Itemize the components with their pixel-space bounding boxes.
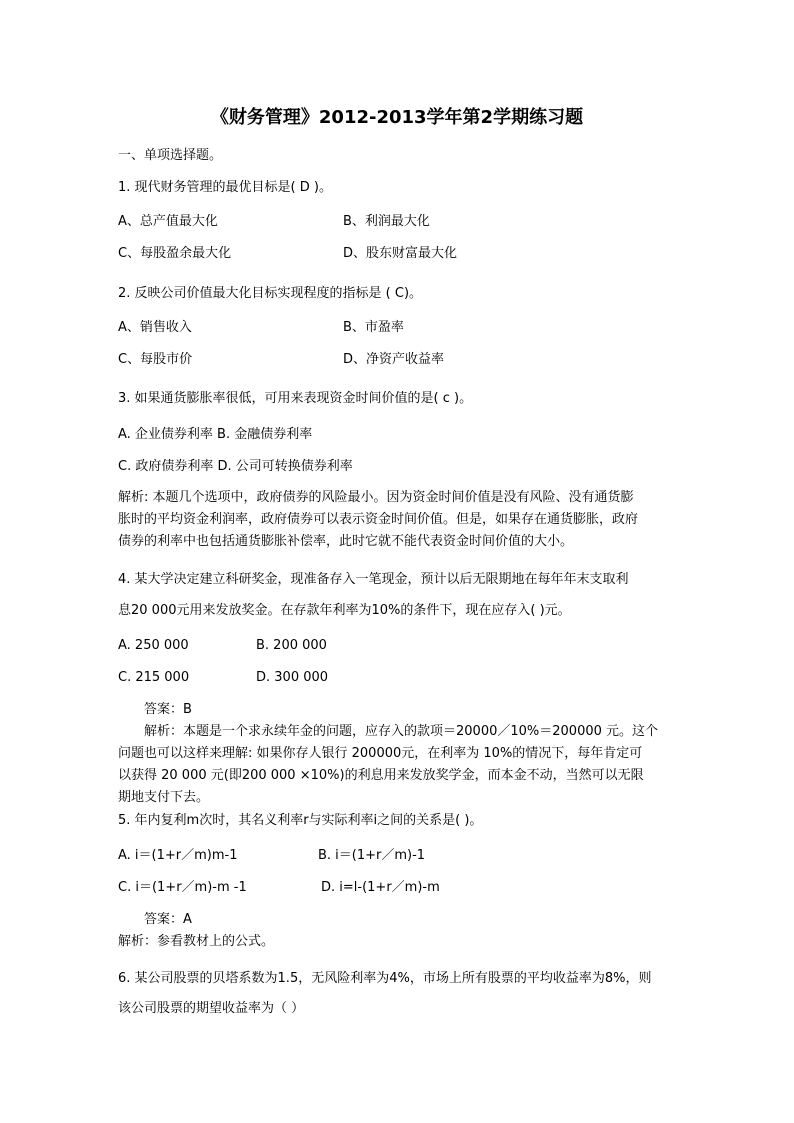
question-4-option-d: D. 300 000 bbox=[256, 670, 329, 685]
question-1-stem: 1. 现代财务管理的最优目标是( D )。 bbox=[118, 180, 332, 195]
question-3-options-cd: C. 政府债券利率 D. 公司可转换债券利率 bbox=[118, 459, 353, 474]
question-5-answer: 答案：A bbox=[144, 912, 192, 927]
question-4-stem: 4. 某大学决定建立科研奖金，现准备存入一笔现金，预计以后无限期地在每年年末支取利 bbox=[118, 572, 629, 587]
question-5-option-a: A. i＝(1+r／m)m-1 bbox=[118, 848, 238, 863]
question-1-option-b: B、利润最大化 bbox=[343, 214, 430, 229]
question-6-stem: 6. 某公司股票的贝塔系数为1.5，无风险利率为4%，市场上所有股票的平均收益率为8%，则 bbox=[118, 971, 652, 986]
question-4-explanation-line: 解析：本题是一个求永续年金的问题，应存入的款项＝20000／10%＝200000 元。这个 bbox=[144, 724, 659, 739]
question-4-option-b: B. 200 000 bbox=[256, 638, 327, 653]
section-heading: 一、单项选择题。 bbox=[118, 148, 223, 163]
question-5-option-c: C. i＝(1+r／m)-m -1 bbox=[118, 880, 247, 895]
question-2-stem: 2. 反映公司价值最大化目标实现程度的指标是 ( C)。 bbox=[118, 286, 423, 301]
question-3-explanation-line: 胀时的平均资金利润率，政府债券可以表示资金时间价值。但是，如果存在通货膨胀，政府 bbox=[118, 512, 639, 527]
question-3-explanation-line: 债券的利率中也包括通货膨胀补偿率，此时它就不能代表资金时间价值的大小。 bbox=[118, 534, 574, 549]
question-4-option-a: A. 250 000 bbox=[118, 638, 189, 653]
question-4-explanation-line: 期地支付下去。 bbox=[118, 790, 210, 805]
question-5-option-d: D. i=l-(1+r／m)-m bbox=[321, 880, 440, 895]
question-6-stem: 该公司股票的期望收益率为（ ） bbox=[118, 1001, 305, 1016]
question-2-option-b: B、市盈率 bbox=[343, 320, 404, 335]
question-3-explanation-line: 解析: 本题几个选项中，政府债券的风险最小。因为资金时间价值是没有风险、没有通货膨 bbox=[118, 490, 634, 505]
question-2-option-d: D、净资产收益率 bbox=[343, 352, 445, 367]
question-4-stem: 息20 000元用来发放奖金。在存款年利率为10%的条件下，现在应存入( )元。 bbox=[118, 603, 571, 618]
question-2-option-a: A、销售收入 bbox=[118, 320, 192, 335]
question-5-option-b: B. i＝(1+r／m)-1 bbox=[318, 848, 426, 863]
question-2-option-c: C、每股市价 bbox=[118, 352, 193, 367]
question-4-answer: 答案：B bbox=[144, 702, 192, 717]
page-title: 《财务管理》2012-2013学年第2学期练习题 bbox=[210, 107, 584, 128]
question-1-option-c: C、每股盈余最大化 bbox=[118, 246, 232, 261]
question-4-explanation-line: 以获得 20 000 元(即200 000 ×10%)的利息用来发放奖学金，而本金不动，当然可以无限 bbox=[118, 768, 644, 783]
question-1-option-a: A、总产值最大化 bbox=[118, 214, 218, 229]
question-5-explanation: 解析：参看教材上的公式。 bbox=[118, 934, 275, 949]
question-3-options-ab: A. 企业债券利率 B. 金融债券利率 bbox=[118, 427, 313, 442]
question-3-stem: 3. 如果通货膨胀率很低，可用来表现资金时间价值的是( c )。 bbox=[118, 391, 473, 406]
question-5-stem: 5. 年内复利m次时，其名义利率r与实际利率i之间的关系是( )。 bbox=[118, 813, 483, 828]
question-4-option-c: C. 215 000 bbox=[118, 670, 190, 685]
question-4-explanation-line: 问题也可以这样来理解: 如果你存人银行 200000元，在利率为 10%的情况下，每年肯定可 bbox=[118, 746, 643, 761]
question-1-option-d: D、股东财富最大化 bbox=[343, 246, 458, 261]
